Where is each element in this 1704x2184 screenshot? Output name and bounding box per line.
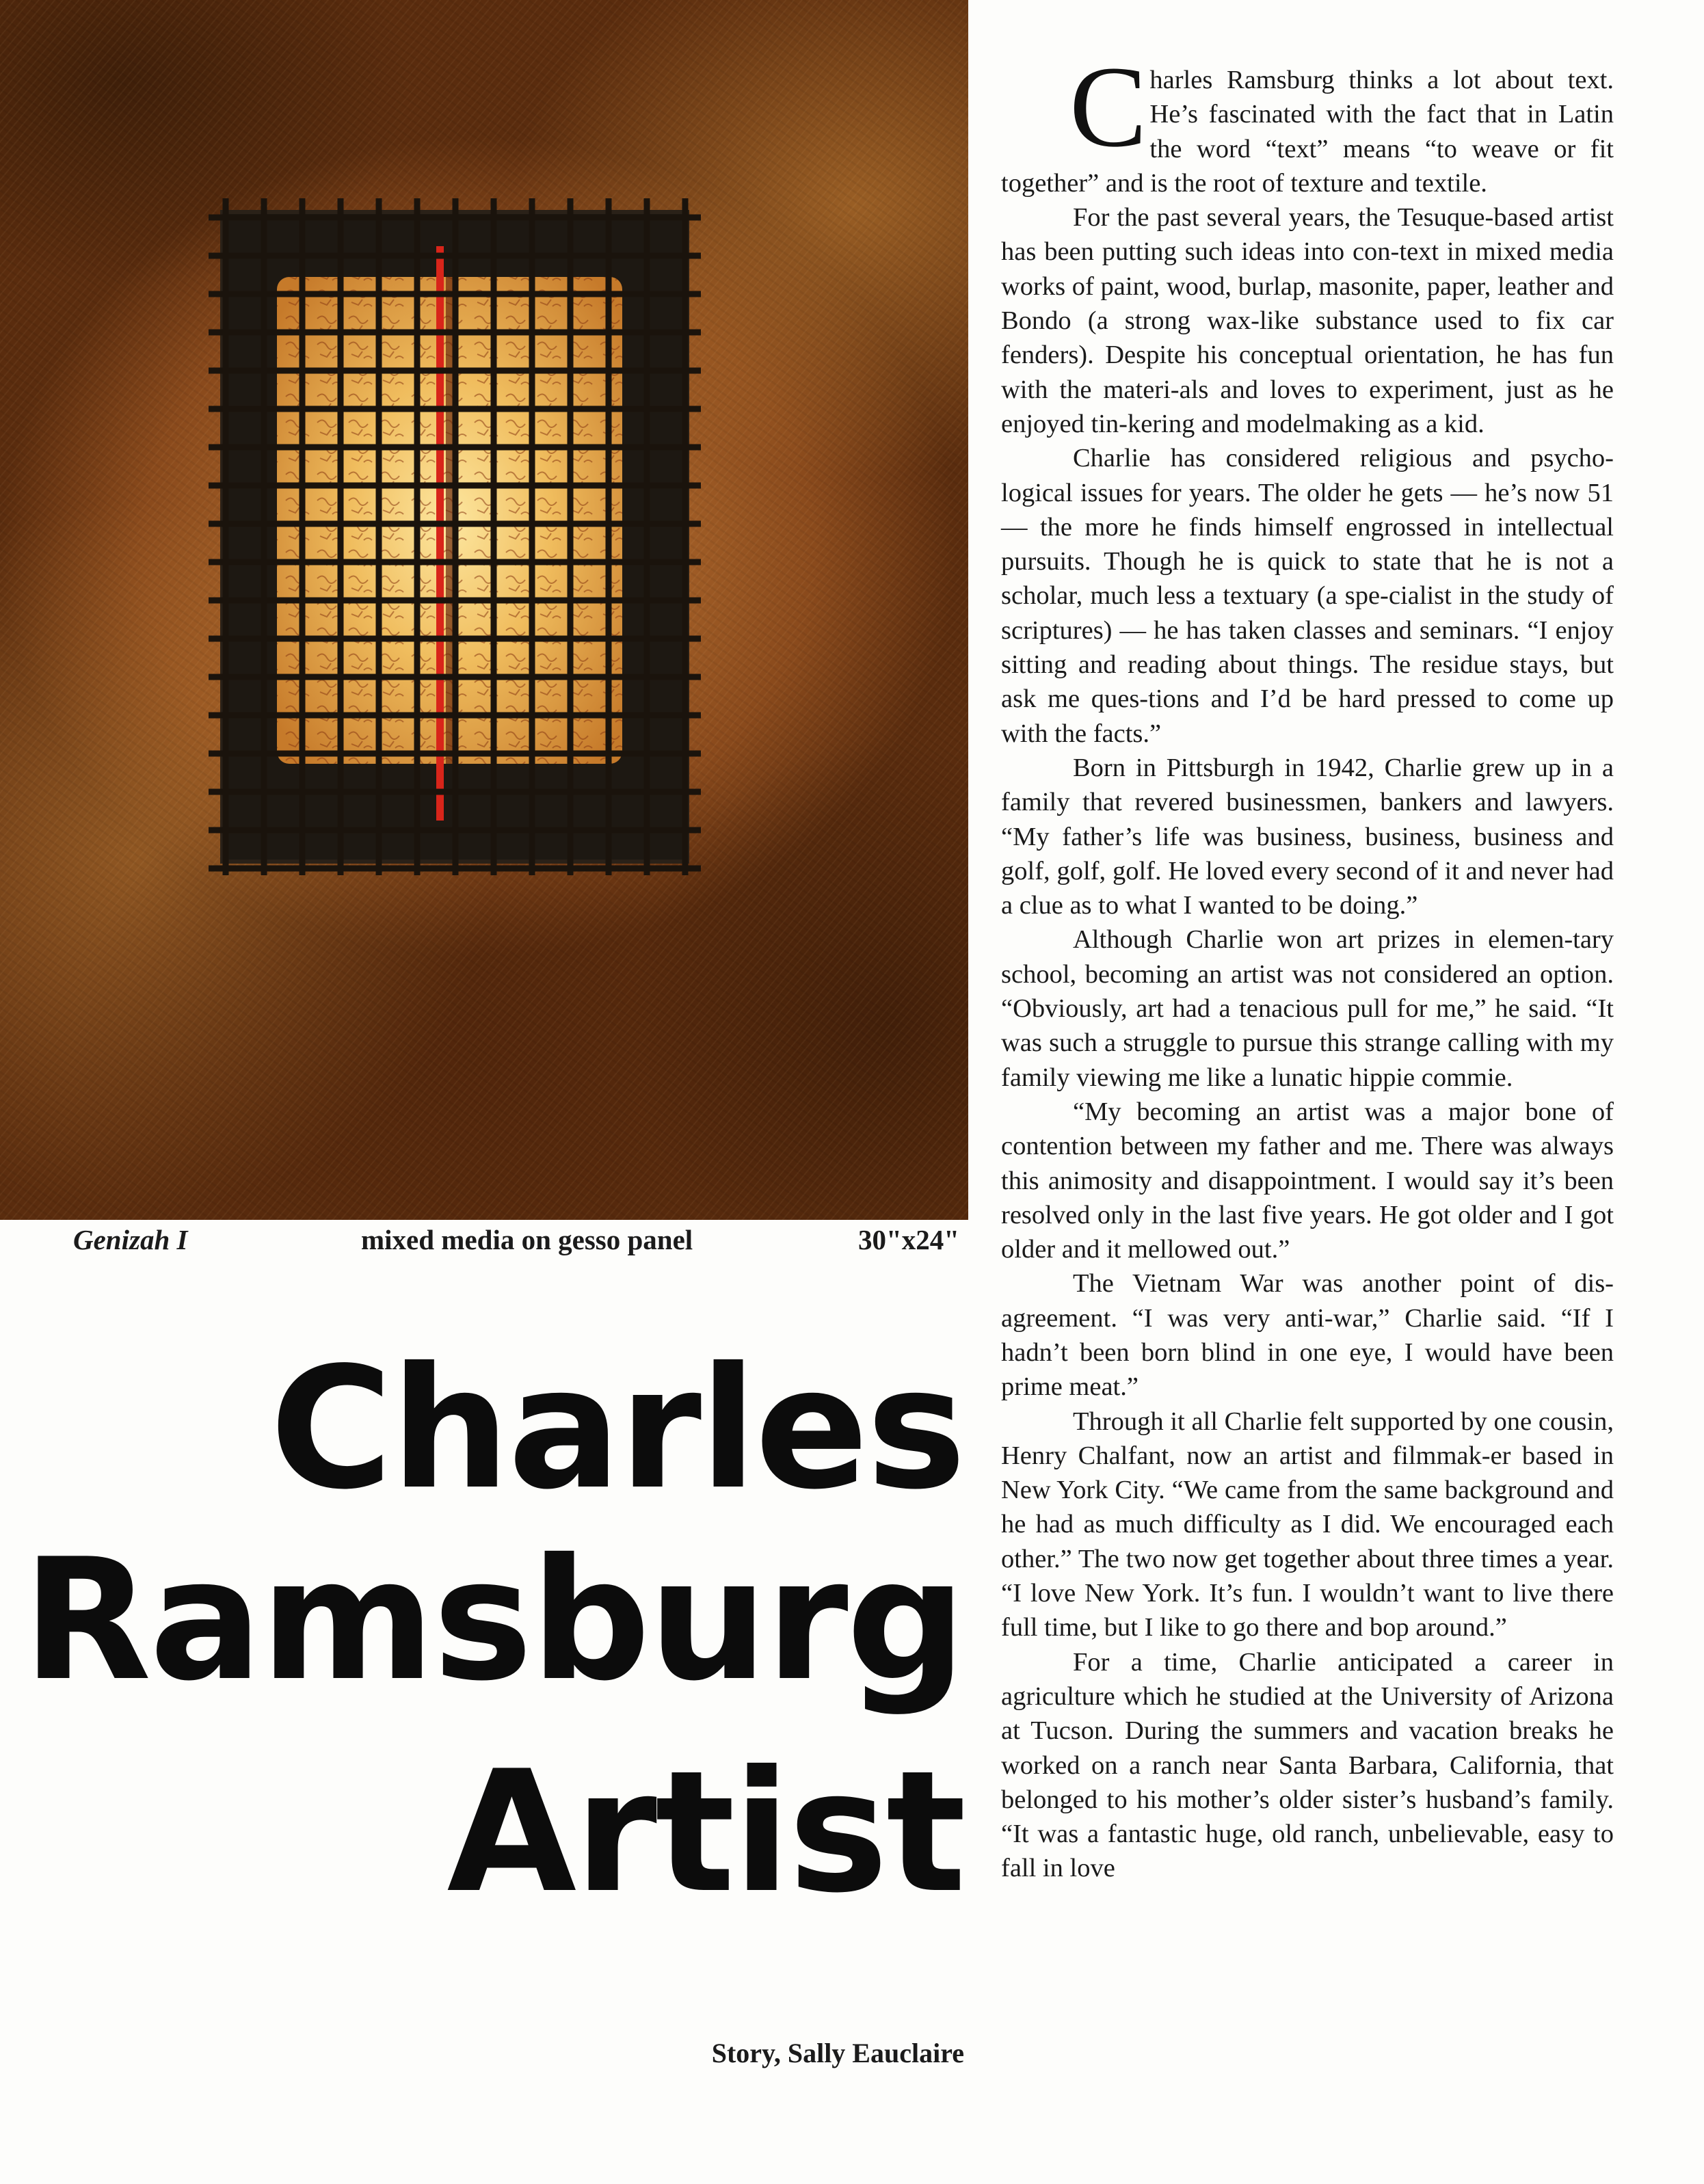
article-paragraph: For the past several years, the Tesuque-based artist has been putting such ideas into con-text in mixed media works of paint, wood, burlap, masonite, paper, leather and Bondo (a strong wax-like substance used to fix car fenders). Despite his conceptual orientation, he has fun with the materi-als and loves to experiment, just as he enjoyed tin-kering and modelmaking as a kid.: [1001, 203, 1614, 438]
article-paragraph: Through it all Charlie felt supported by one cousin, Henry Chalfant, now an artist and filmmak-er based in New York City. “We came from the same background and he had as much difficulty as I did. We encouraged each other.” The two now get together about three times a year. “I love New York. It’s fun. I wouldn’t want to live there full time, but I like to go there and bop around.”: [1001, 1407, 1614, 1642]
byline: Story, Sally Eauclaire: [711, 2038, 964, 2068]
headline-line-3: Artist: [447, 1735, 964, 1930]
paragraph-text: harles Ramsburg thinks a lot about text. He’s fascinated with the fact that in Latin the word “text” means “to weave or fit together” and is the root of texture and textile.: [1001, 66, 1614, 198]
article-paragraph: Although Charlie won art prizes in elemen-tary school, becoming an artist was not considered an option. “Obviously, art had a tenacious pull for me,” he said. “It was such a struggle to pursue this strange calling with my family viewing me like a lunatic hippie commie.: [1001, 925, 1614, 1092]
artwork-photo: [0, 0, 968, 1220]
drop-cap: C: [1069, 42, 1147, 171]
article-paragraph: For a time, Charlie anticipated a career in agriculture which he studied at the University of Arizona at Tucson. During the summers and vacation breaks he worked on a ranch near Santa Barbara, California, that belonged to his mother’s older sister’s husband’s family. “It was a fantastic huge, old ranch, unbelievable, easy to fall in love: [1001, 1647, 1614, 1883]
article-paragraph: [1001, 42, 1614, 200]
headline-line-2: Ramsburg: [22, 1523, 964, 1718]
article-body: [1001, 42, 1614, 1886]
caption-size: 30"x24": [858, 1224, 960, 1255]
article-paragraph: The Vietnam War was another point of dis-agreement. “I was very anti-war,” Charlie said. “If I hadn’t been born blind in one eye, I would have been prime meat.”: [1001, 1269, 1614, 1402]
article-paragraph: “My becoming an artist was a major bone of contention between my father and me. There was always this animosity and disappointment. I would say it’s been resolved only in the last five years. He got older and I got older and it mellowed out.”: [1001, 1097, 1614, 1264]
article-paragraph: Born in Pittsburgh in 1942, Charlie grew up in a family that revered businessmen, bankers and lawyers. “My father’s life was business, business, business and golf, golf, golf. He loved every second of it and never had a clue as to what I wanted to be doing.”: [1001, 753, 1614, 920]
caption-title: Genizah I: [73, 1224, 188, 1255]
caption-medium: mixed media on gesso panel: [361, 1224, 693, 1255]
headline-line-1: Charles: [269, 1331, 964, 1526]
article-paragraph: Charlie has considered religious and psycho-logical issues for years. The older he gets — he’s now 51 — the more he finds himself engrossed in intellectual pursuits. Though he is quick to state that he is not a scholar, much less a textuary (a spe-cialist in the study of scriptures) — he has taken classes and seminars. “I enjoy sitting and reading about things. The residue stays, but ask me ques-tions and I’d be hard pressed to come up with the facts.”: [1001, 444, 1614, 748]
artwork-graphic: [0, 0, 968, 1220]
